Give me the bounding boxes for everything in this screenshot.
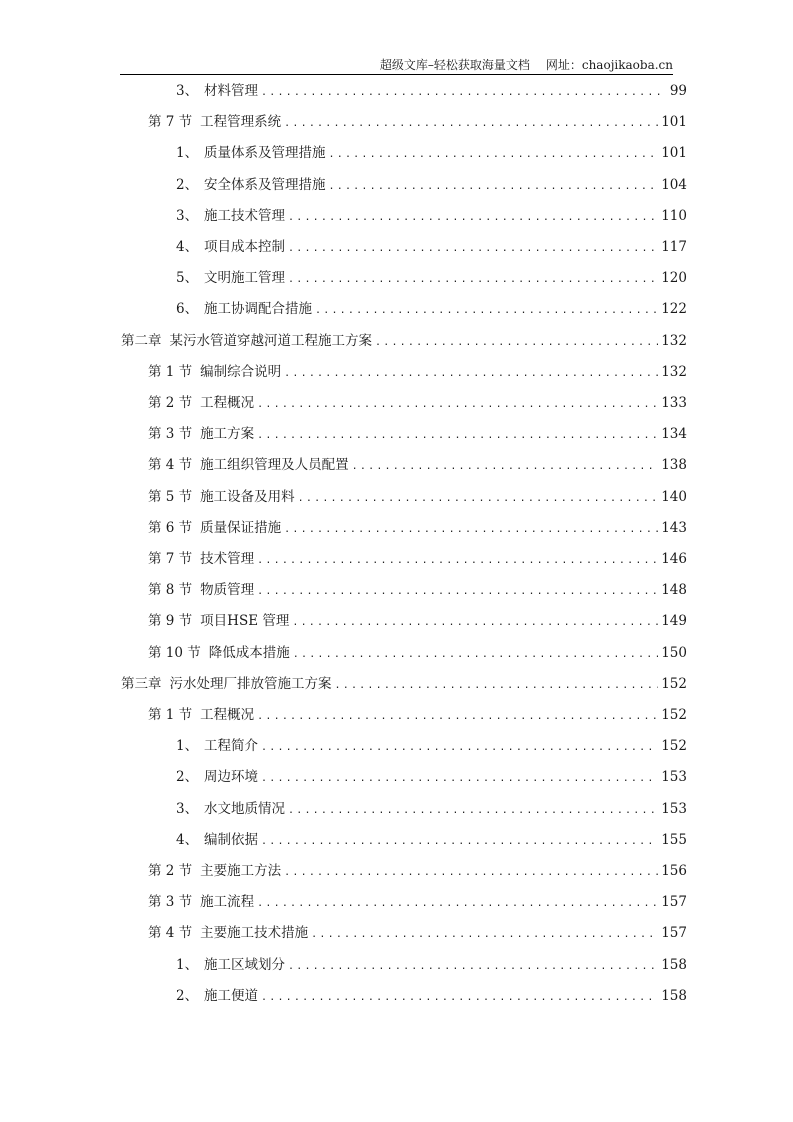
toc-entry-number: 1、	[176, 738, 199, 755]
toc-entry-page-number: 140	[661, 488, 687, 505]
toc-entry-title: 施工区域划分	[204, 956, 285, 973]
toc-entry-title: 安全体系及管理措施	[204, 176, 326, 193]
toc-dot-leader	[288, 956, 658, 978]
toc-entry-title: 质量体系及管理措施	[204, 145, 326, 162]
toc-entry-number: 3、	[176, 83, 199, 99]
toc-entry-page-number: 143	[661, 519, 687, 536]
toc-entry-number: 第 7 节	[148, 551, 193, 567]
toc-entry-title: 编制综合说明	[200, 363, 282, 380]
toc-entry-page-number: 152	[661, 707, 687, 723]
toc-entry[interactable]	[148, 454, 687, 476]
toc-entry-number: 第 2 节	[148, 863, 193, 879]
toc-entry-number: 1、	[176, 145, 199, 162]
toc-entry-page-number: 155	[661, 831, 687, 848]
toc-dot-leader	[261, 82, 662, 104]
toc-entry-title: 技术管理	[200, 551, 255, 567]
toc-entry-page-number: 132	[661, 363, 687, 380]
toc-entry-number: 第 7 节	[148, 114, 193, 131]
toc-entry-number: 3、	[176, 800, 199, 817]
toc-entry-number: 2、	[176, 176, 199, 193]
toc-entry-page-number: 134	[661, 426, 687, 443]
toc-entry-number: 第 1 节	[148, 363, 193, 380]
toc-entry-number: 2、	[176, 769, 199, 786]
toc-entry-number: 3、	[176, 207, 199, 224]
toc-dot-leader	[257, 425, 658, 447]
toc-entry-page-number: 158	[661, 956, 687, 973]
toc-entry-page-number: 153	[661, 800, 687, 817]
toc-entry-title: 周边环境	[204, 769, 258, 786]
toc-entry-page-number: 152	[661, 738, 687, 755]
toc-entry-title: 项目成本控制	[204, 239, 285, 255]
toc-dot-leader	[375, 332, 658, 354]
toc-entry-number: 第 9 节	[148, 613, 193, 630]
toc-entry-title: 施工技术管理	[204, 207, 285, 224]
toc-entry-title: 施工协调配合措施	[204, 301, 312, 318]
toc-entry-title: 施工方案	[200, 426, 255, 443]
toc-entry-title: 物质管理	[200, 582, 255, 599]
toc-dot-leader	[284, 862, 658, 884]
toc-dot-leader	[311, 924, 658, 946]
toc-dot-leader	[257, 706, 658, 728]
toc-entry[interactable]	[176, 735, 687, 757]
toc-entry-number: 第 6 节	[148, 519, 193, 536]
toc-entry[interactable]	[148, 860, 687, 882]
toc-dot-leader	[329, 176, 659, 198]
toc-dot-leader	[261, 987, 658, 1009]
toc-entry-title: 主要施工技术措施	[200, 925, 309, 942]
toc-entry[interactable]	[148, 111, 687, 133]
toc-entry-title: 降低成本措施	[208, 644, 290, 661]
toc-dot-leader	[315, 300, 658, 322]
toc-entry[interactable]	[176, 142, 687, 164]
toc-dot-leader	[261, 831, 658, 853]
toc-entry-page-number: 152	[661, 675, 687, 692]
toc-entry[interactable]	[176, 205, 687, 227]
toc-dot-leader	[284, 519, 658, 541]
toc-entry-number: 第 4 节	[148, 457, 193, 474]
toc-entry[interactable]	[148, 423, 687, 445]
toc-entry-number: 第 3 节	[148, 426, 193, 443]
toc-entry-page-number: 133	[661, 395, 687, 411]
toc-entry-number: 第 10 节	[148, 644, 201, 661]
toc-entry-title: 污水处理厂排放管施工方案	[169, 675, 332, 692]
toc-entry-number: 第 3 节	[148, 894, 193, 911]
toc-entry-number: 4、	[176, 831, 199, 848]
toc-entry-page-number: 138	[661, 457, 687, 474]
toc-entry[interactable]	[176, 985, 687, 1007]
toc-dot-leader	[261, 768, 658, 790]
toc-entry[interactable]	[121, 673, 687, 695]
toc-dot-leader	[288, 269, 658, 291]
toc-dot-leader	[352, 456, 659, 478]
toc-entry-title: 编制依据	[204, 831, 258, 848]
toc-entry-page-number: 117	[661, 239, 687, 255]
toc-entry[interactable]	[176, 766, 687, 788]
toc-entry[interactable]	[176, 174, 687, 196]
toc-entry-page-number: 157	[661, 925, 687, 942]
toc-dot-leader	[284, 363, 658, 385]
toc-entry-number: 第 2 节	[148, 395, 193, 411]
toc-entry-page-number: 101	[661, 114, 687, 131]
toc-entry-page-number: 104	[661, 176, 687, 193]
toc-entry-title: 工程简介	[204, 738, 258, 755]
toc-entry-number: 第 4 节	[148, 925, 193, 942]
toc-entry[interactable]	[148, 704, 687, 726]
toc-entry-number: 第三章	[121, 675, 162, 692]
toc-entry[interactable]	[176, 80, 687, 102]
toc-entry[interactable]	[148, 579, 687, 601]
toc-dot-leader	[257, 394, 658, 416]
toc-dot-leader	[298, 488, 659, 510]
toc-entry-number: 第 1 节	[148, 707, 193, 723]
toc-dot-leader	[257, 550, 658, 572]
toc-entry-page-number: 153	[661, 769, 687, 786]
toc-entry-title: 某污水管道穿越河道工程施工方案	[169, 332, 372, 349]
toc-dot-leader	[261, 737, 658, 759]
toc-entry[interactable]	[148, 486, 687, 508]
toc-entry[interactable]	[176, 829, 687, 851]
toc-entry[interactable]	[148, 610, 687, 632]
toc-dot-leader	[293, 644, 658, 666]
toc-entry-page-number: 150	[661, 644, 687, 661]
toc-dot-leader	[284, 113, 658, 135]
toc-dot-leader	[257, 893, 658, 915]
toc-entry-title: 施工流程	[200, 894, 255, 911]
toc-entry-page-number: 146	[661, 551, 687, 567]
toc-entry[interactable]	[148, 891, 687, 913]
toc-entry[interactable]	[176, 298, 687, 320]
toc-entry-number: 1、	[176, 956, 199, 973]
toc-entry-page-number: 99	[669, 83, 687, 99]
toc-entry-title: 工程概况	[200, 707, 255, 723]
toc-entry[interactable]	[148, 361, 687, 383]
toc-entry-title: 项目HSE 管理	[200, 613, 290, 630]
toc-entry-page-number: 156	[661, 863, 687, 879]
page-header	[120, 56, 673, 75]
toc-entry-title: 工程概况	[200, 395, 255, 411]
toc-entry-number: 第二章	[121, 332, 162, 349]
toc-entry-title: 质量保证措施	[200, 519, 282, 536]
toc-entry-page-number: 122	[661, 301, 687, 318]
toc-entry-title: 施工设备及用料	[200, 488, 295, 505]
toc-entry-title: 工程管理系统	[200, 114, 282, 131]
toc-entry-page-number: 132	[661, 332, 687, 349]
toc-entry-page-number: 157	[661, 894, 687, 911]
toc-entry-page-number: 158	[661, 987, 687, 1004]
toc-dot-leader	[329, 144, 659, 166]
toc-entry-title: 施工组织管理及人员配置	[200, 457, 349, 474]
toc-dot-leader	[288, 238, 658, 260]
toc-dot-leader	[257, 581, 658, 603]
toc-entry[interactable]	[176, 236, 687, 258]
toc-entry-page-number: 149	[661, 613, 687, 630]
header-site-name: 超级文库–轻松获取海量文档	[379, 58, 530, 72]
toc-entry[interactable]	[121, 330, 687, 352]
toc-entry-page-number: 110	[661, 207, 687, 224]
toc-entry[interactable]	[148, 548, 687, 570]
toc-entry[interactable]	[148, 922, 687, 944]
toc-entry-number: 5、	[176, 270, 199, 287]
toc-entry-title: 主要施工方法	[200, 863, 282, 879]
toc-dot-leader	[288, 800, 658, 822]
toc-entry-number: 第 8 节	[148, 582, 193, 599]
toc-entry-page-number: 101	[661, 145, 687, 162]
toc-entry-page-number: 120	[661, 270, 687, 287]
toc-entry-number: 第 5 节	[148, 488, 193, 505]
toc-entry[interactable]	[148, 517, 687, 539]
toc-entry[interactable]	[176, 954, 687, 976]
toc-entry-title: 水文地质情况	[204, 800, 285, 817]
toc-entry-title: 材料管理	[204, 83, 258, 99]
toc-entry[interactable]	[148, 642, 687, 664]
toc-entry-page-number: 148	[661, 582, 687, 599]
toc-entry-number: 2、	[176, 987, 199, 1004]
toc-entry-title: 文明施工管理	[204, 270, 285, 287]
toc-dot-leader	[288, 207, 658, 229]
header-site-url: 网址：chaojikaoba.cn	[545, 58, 673, 72]
toc-entry[interactable]	[176, 798, 687, 820]
toc-entry-number: 4、	[176, 239, 199, 255]
toc-dot-leader	[335, 675, 659, 697]
toc-entry-title: 施工便道	[204, 987, 258, 1004]
toc-entry[interactable]	[148, 392, 687, 414]
toc-entry-number: 6、	[176, 301, 199, 318]
toc-dot-leader	[292, 612, 658, 634]
toc-entry[interactable]	[176, 267, 687, 289]
